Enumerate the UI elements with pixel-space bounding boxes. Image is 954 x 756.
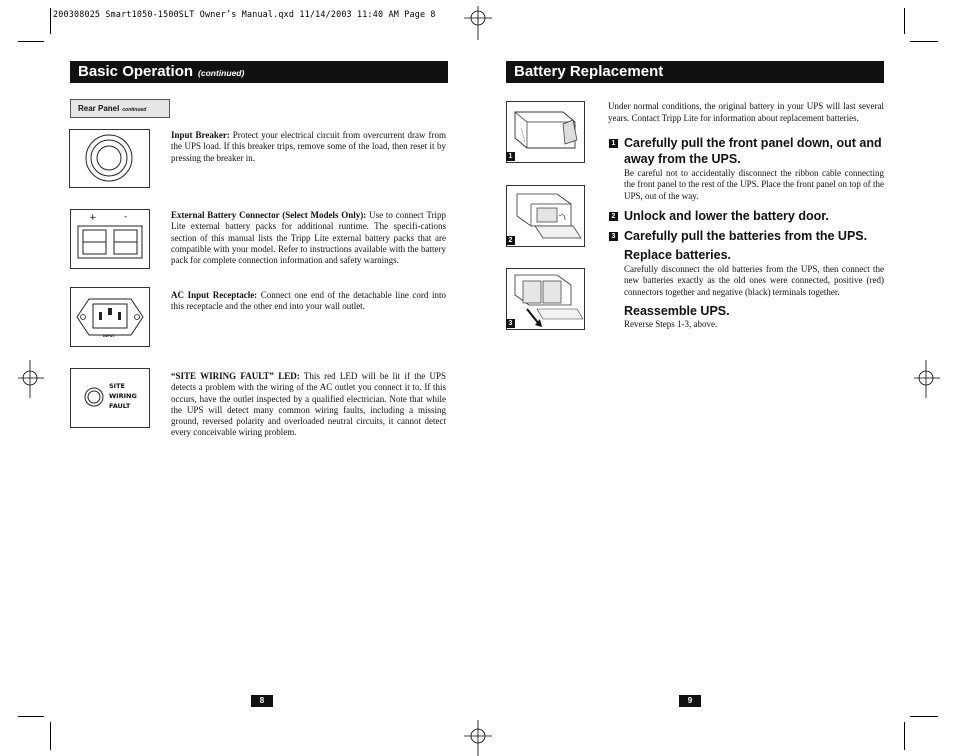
battery-door-icon	[507, 186, 584, 246]
step-2-number: 2	[609, 212, 618, 221]
registration-mark-right	[906, 356, 946, 402]
battery-connector-figure	[70, 209, 150, 269]
intro-text: Under normal conditions, the original battery in your UPS will last several years. Contact Tripp Lite for information about replacement batteries.	[608, 101, 884, 123]
led-icon	[81, 384, 107, 410]
battery-connector-text: External Battery Connector (Select Models Only): Use to connect Tripp Lite external battery packs for additional runtime. The specifi-cations section of this manual lists the Tripp Lite external battery packs that are compatible with your model. Refer to instructions available with the battery pack for complete connection information and safety warnings.	[171, 210, 446, 266]
figure-2-label: 2	[506, 236, 515, 245]
step-2-title: Unlock and lower the battery door.	[624, 209, 829, 223]
page-number-right: 9	[679, 695, 701, 707]
led-label: SITE WIRING FAULT	[109, 382, 137, 410]
tab-label: Rear Panel	[78, 104, 120, 113]
step1-figure	[506, 101, 585, 163]
basic-operation-header	[70, 61, 448, 83]
input-breaker-figure	[69, 129, 150, 188]
battery-replacement-header: Battery Replacement	[506, 61, 884, 83]
tab-continued: continued	[122, 107, 147, 113]
print-slug: 200308025 Smart1050-1500SLT Owner’s Manual.qxd 11/14/2003 11:40 AM Page 8	[53, 9, 436, 19]
page-number-left: 8	[251, 695, 273, 707]
step-1-title: Carefully pull the front panel down, out and away from the UPS.	[624, 136, 882, 166]
step3-figure	[506, 268, 585, 330]
breaker-icon	[70, 130, 149, 187]
connector-icon	[71, 210, 149, 268]
figure-1-label: 1	[506, 152, 515, 161]
reassemble-title: Reassemble UPS.	[624, 304, 730, 318]
registration-mark-bottom	[458, 716, 498, 756]
figure-3-label: 3	[506, 319, 515, 328]
step-1-body: Be careful not to accidentally disconnect the ribbon cable connecting the front panel to the rest of the UPS. Place the front panel on top of the UPS, out of the way.	[624, 168, 884, 201]
step2-figure	[506, 185, 585, 247]
registration-mark-top	[458, 6, 498, 46]
replace-title: Replace batteries.	[624, 248, 731, 262]
input-small-label: INPUT	[103, 334, 116, 338]
step-1-number: 1	[609, 139, 618, 148]
step-3-number: 3	[609, 232, 618, 241]
input-breaker-text: Input Breaker: Protect your electrical circuit from overcurrent draw from the UPS load. If this breaker trips, remove some of the load, then reset it by pressing the breaker in.	[171, 130, 446, 163]
site-wiring-fault-figure	[70, 368, 150, 428]
ac-input-text: AC Input Receptacle: Connect one end of the detachable line cord into this receptacle and the other end into your wall outlet.	[171, 290, 446, 312]
rear-panel-tab	[70, 99, 170, 118]
ups-front-panel-icon	[507, 102, 584, 162]
site-wiring-fault-text: “SITE WIRING FAULT” LED: This red LED will be lit if the UPS detects a problem with the wiring of the AC outlet you connect it to. If this occurs, have the outlet inspected by a qualified electrician. Note that while the UPS will detect many common wiring faults, including a missing ground, reversed polarity and overloaded neutral circuits, it cannot detect every conceivable wiring problem.	[171, 371, 447, 438]
reassemble-body: Reverse Steps 1-3, above.	[624, 319, 718, 329]
header-title: Basic Operation	[78, 63, 194, 80]
connector-plus-label: +	[89, 213, 97, 223]
registration-mark-left	[14, 356, 50, 402]
header-continued: (continued)	[198, 68, 245, 78]
step-3-title: Carefully pull the batteries from the UPS.	[624, 229, 868, 243]
connector-minus-label: -	[124, 212, 128, 222]
pull-batteries-icon	[507, 269, 584, 329]
replace-body: Carefully disconnect the old batteries from the UPS, then connect the new batteries exactly as the old ones were connected, positive (red) connectors together and negative (black) terminals together.	[624, 264, 884, 297]
ac-input-figure	[70, 287, 150, 347]
